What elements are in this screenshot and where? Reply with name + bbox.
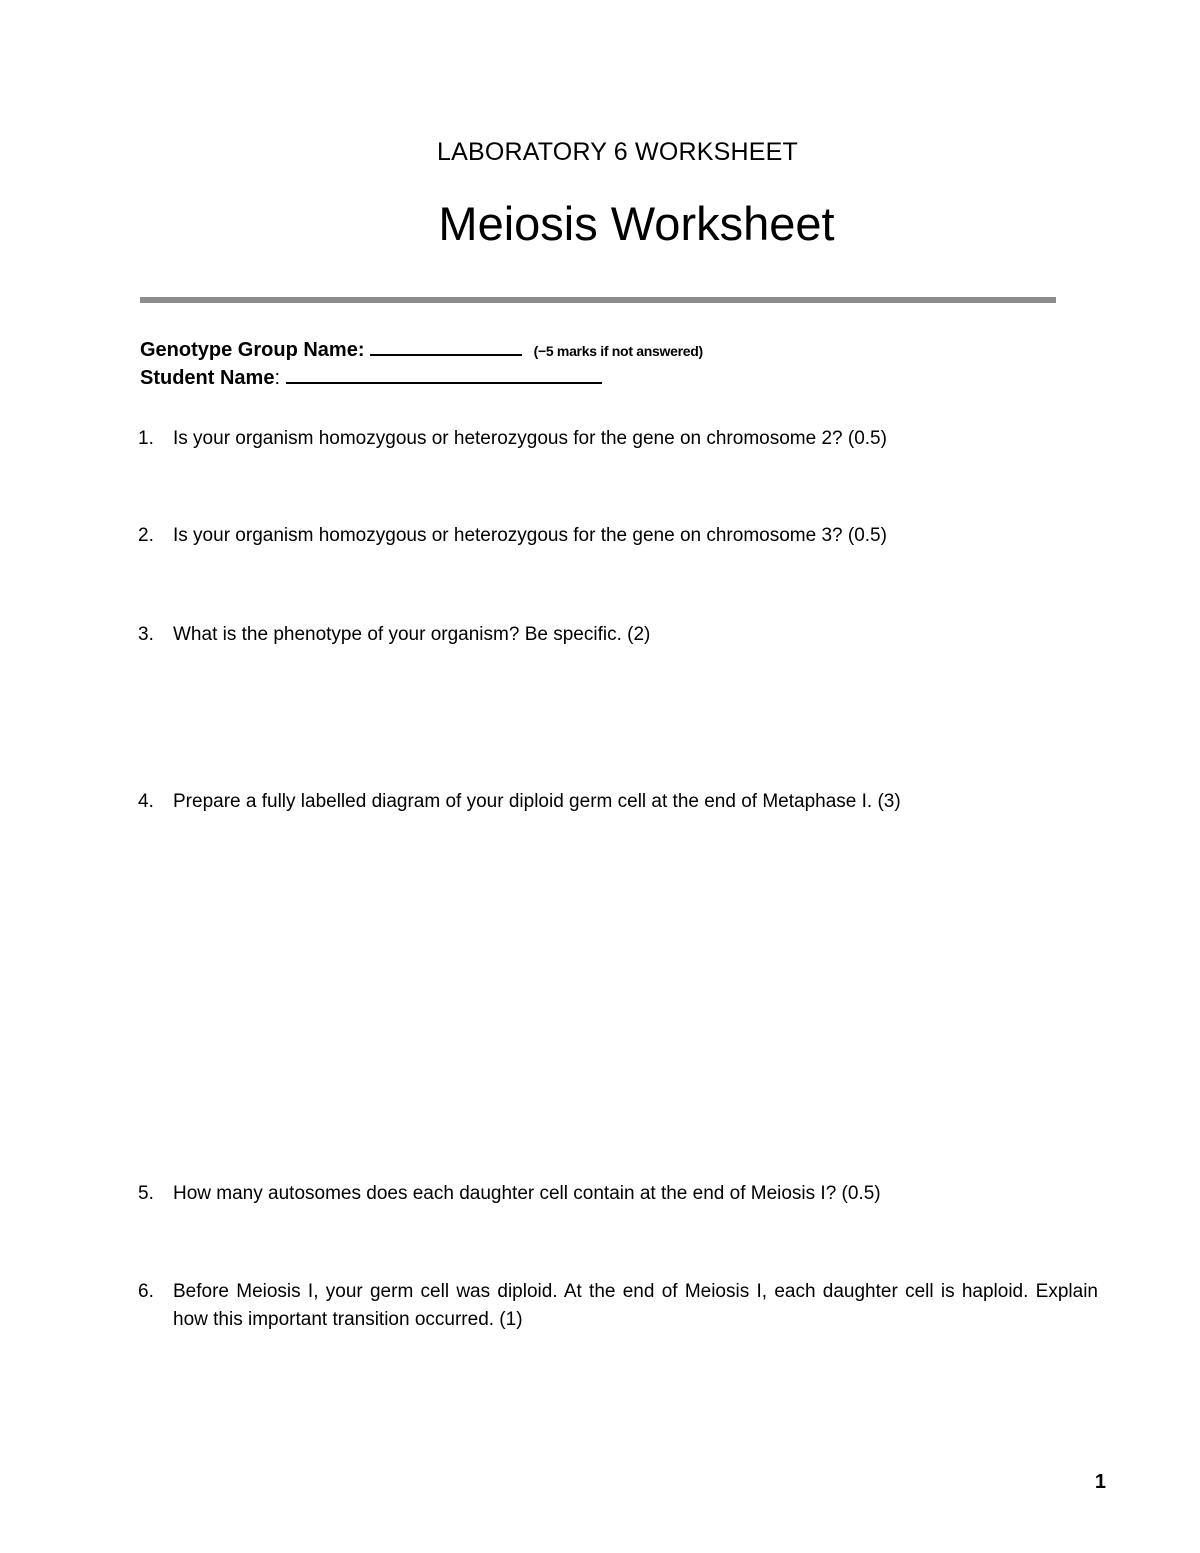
group-name-label: Genotype Group Name:: [140, 339, 365, 361]
group-name-blank[interactable]: [370, 336, 522, 356]
question-number: 6.: [138, 1281, 154, 1302]
question-4: [138, 788, 1098, 816]
question-text: Prepare a fully labelled diagram of your diploid germ cell at the end of Metaphase I. (3): [173, 791, 901, 812]
student-name-blank[interactable]: [286, 364, 602, 384]
question-number: 1.: [138, 428, 154, 449]
page-number: 1: [1094, 1471, 1106, 1493]
lab-heading: LABORATORY 6 WORKSHEET: [437, 138, 798, 166]
title-divider: [140, 297, 1056, 303]
question-number: 2.: [138, 525, 154, 546]
question-2: [138, 522, 1098, 550]
page-title: Meiosis Worksheet: [438, 197, 835, 250]
question-text: Is your organism homozygous or heterozygous for the gene on chromosome 3? (0.5): [173, 525, 887, 546]
question-text: What is the phenotype of your organism? Be specific. (2): [173, 624, 651, 645]
question-1: [138, 425, 1098, 453]
question-5: [138, 1180, 1098, 1208]
question-text: How many autosomes does each daughter cell contain at the end of Meiosis I? (0.5): [173, 1183, 881, 1204]
student-name-field: [140, 364, 602, 390]
group-name-note: (−5 marks if not answered): [533, 343, 703, 359]
question-3: [138, 621, 1098, 649]
question-number: 5.: [138, 1183, 154, 1204]
group-name-field: [140, 336, 703, 362]
question-text: Before Meiosis I, your germ cell was diploid. At the end of Meiosis I, each daughter cell is haploid. Explain how this important transition occurred. (1): [173, 1281, 1098, 1330]
student-name-label: Student Name: [140, 367, 275, 389]
question-6: [138, 1278, 1098, 1334]
student-name-colon: :: [274, 367, 281, 389]
question-number: 4.: [138, 791, 154, 812]
question-number: 3.: [138, 624, 154, 645]
question-text: Is your organism homozygous or heterozygous for the gene on chromosome 2? (0.5): [173, 428, 887, 449]
